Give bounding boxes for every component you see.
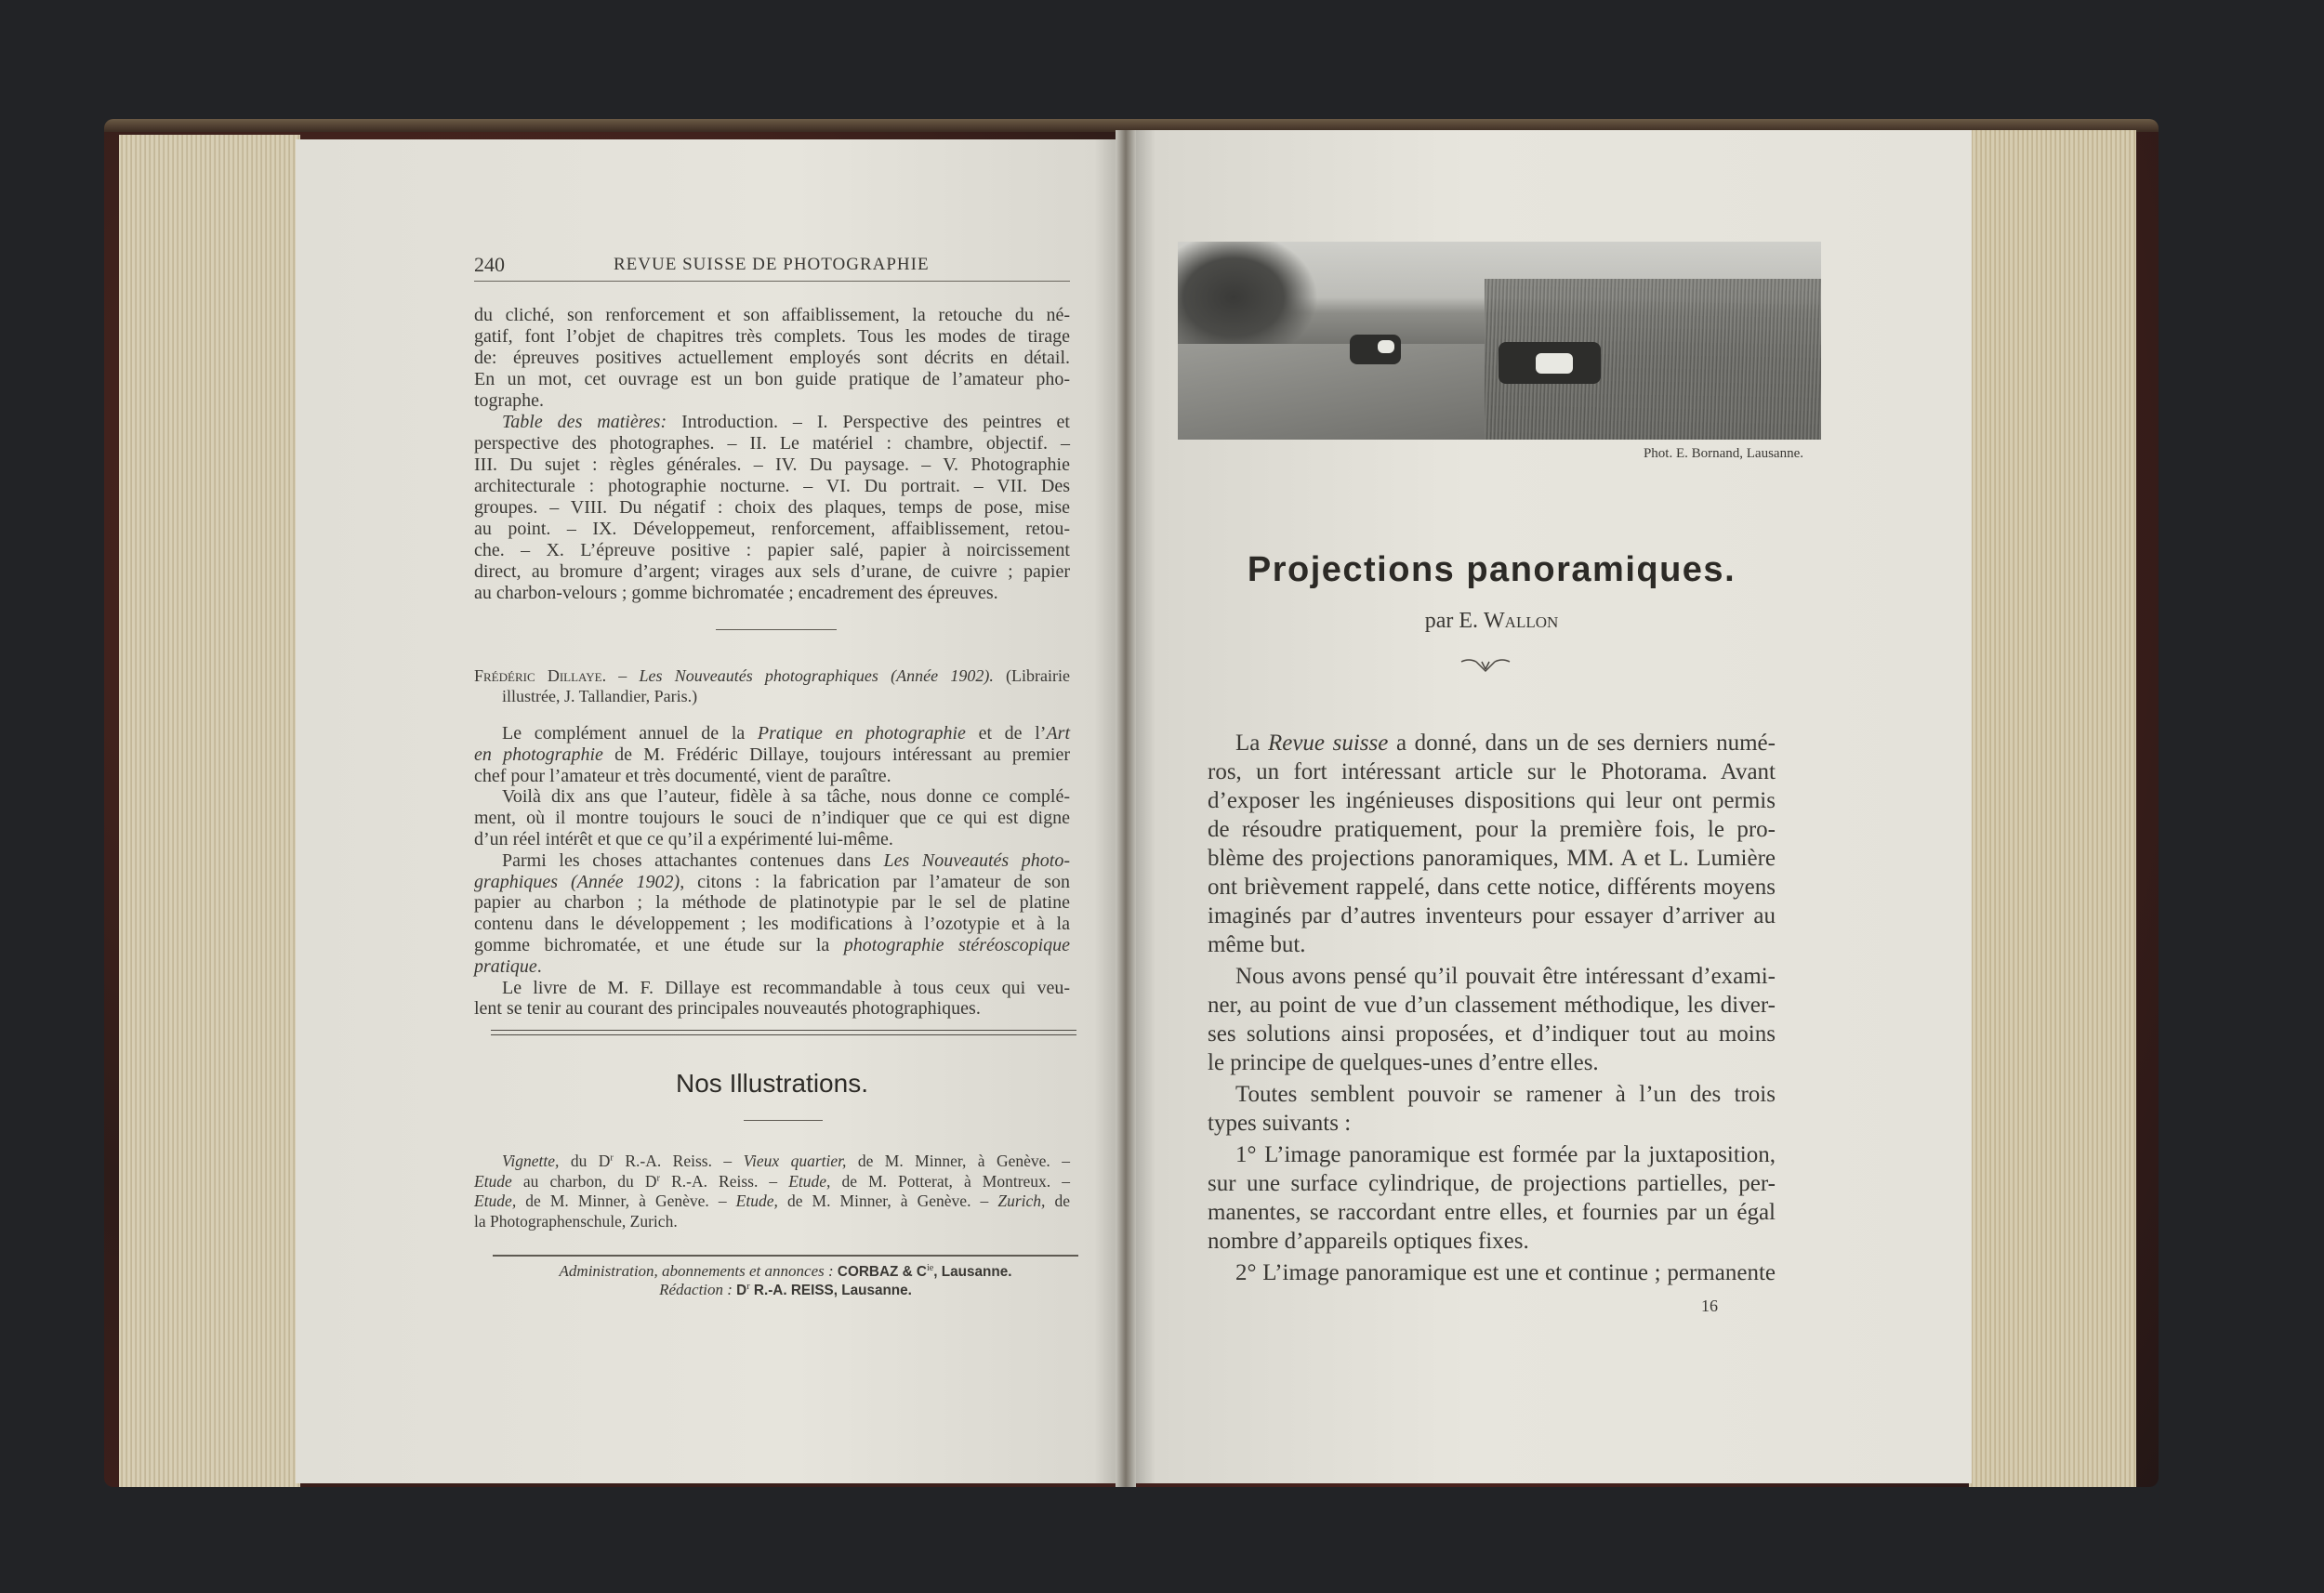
imprint-footer [493,1262,1078,1299]
text-run: de M. Frédéric Dillaye, toujours intéressant au premier [602,744,1071,765]
italic-run: pratique [474,955,537,977]
text-run: En un mot, cet ouvrage est un bon guide pratique de l’amateur pho- [474,369,1070,389]
text-run: lent se tenir au courant des principales nouveautés photographiques. [474,998,981,1020]
text-line [474,723,1070,744]
text-run: ses solutions ainsi proposées, et d’indiquer tout au moins [1208,1021,1776,1047]
text-run: imaginés par d’autres inventeurs pour essayer d’arriver au [1208,903,1776,928]
byline-author: Wallon [1484,609,1559,633]
text-line [1208,1198,1776,1227]
cow-figure [1499,342,1601,384]
paragraph [474,1152,1070,1231]
text-run: R.-A. Reiss. – [660,1171,789,1191]
footer-rule [493,1255,1078,1257]
landscape-photo-cows [1178,242,1821,440]
italic-run: Etude, [788,1171,831,1191]
title-divider [744,1120,823,1121]
italic-run: Administration, abonnements et annonces : [559,1262,834,1280]
italic-run: Zurich, [997,1191,1046,1210]
illustrations-list [474,1152,1070,1231]
text-line [493,1262,1078,1281]
text-line [1208,902,1776,930]
text-run: papier au charbon ; la méthode de platinotypie par le sel de platine [474,892,1070,914]
superscript: ie [926,1262,934,1273]
italic-run: Vignette, [502,1152,560,1170]
text-line [1208,1109,1776,1138]
text-run: R.-A. Reiss. – [613,1152,744,1170]
page-edges-left [119,135,300,1487]
photo-path [1178,344,1485,440]
text-line [1208,815,1776,844]
text-run: de M. Minner, à Genève. – [516,1191,736,1210]
text-run: de: épreuves positives actuellement employés sont décrits en détail. [474,348,1070,368]
italic-run: en photographie [474,744,603,765]
bold-run: , Lausanne. [933,1264,1012,1280]
double-rule [491,1030,1076,1035]
article-title: Projections panoramiques. [1247,550,1736,589]
text-line [474,686,1070,706]
text-line [1208,1080,1776,1109]
text-line [474,914,1070,935]
text-run: direct, au bromure d’argent; virages aux sels d’urane, de cuivre ; papier [474,561,1070,582]
text-run: de résoudre pratiquement, pour la première fois, le pro- [1208,817,1776,842]
italic-run: Les Nouveautés photographiques (Année 1902). [639,666,994,685]
text-run: blème des projections panoramiques, MM. A et L. Lumière [1208,846,1776,871]
text-run: du D [559,1152,611,1170]
text-line [474,519,1070,540]
text-run: contenu dans le développement ; les modifications à l’ozotypie et à la [474,914,1070,935]
page-edges-right [1969,130,2136,1487]
text-run: Introduction. – I. Perspective des peintres et [667,412,1070,432]
paragraph [474,412,1070,604]
text-line [1208,1227,1776,1256]
italic-run: Revue suisse [1267,731,1389,756]
text-run: de M. Minner, à Genève. – [777,1191,998,1210]
text-run: le principe de quelques-unes d’entre elles. [1208,1050,1599,1075]
book-citation [474,665,1070,706]
text-run: ont brièvement rappelé, dans cette notice, différents moyens [1208,875,1776,900]
text-run: 2° L’image panoramique est une et continue ; permanente [1235,1260,1776,1285]
paragraph [1208,729,1776,959]
text-line [474,583,1070,604]
superscript: r [656,1173,660,1184]
superscript: r [746,1281,750,1292]
text-line [474,872,1070,893]
text-run: Le complément annuel de la [502,723,758,744]
article-byline [1208,609,1776,634]
text-line [474,1172,1070,1192]
section-divider [716,629,837,630]
text-run: gomme bichromatée, et une étude sur la [474,934,844,955]
text-line [1208,757,1776,786]
text-line [474,561,1070,583]
paragraph [1208,1080,1776,1138]
italic-run: Art [1046,723,1071,744]
text-line [474,326,1070,348]
text-run: illustrée, J. Tallandier, Paris.) [502,687,698,705]
text-run: d’exposer les ingénieuses dispositions qui leur ont permis [1208,788,1776,813]
bold-run: D [732,1283,747,1298]
italic-run: Etude [474,1171,512,1191]
text-run: ros, un fort intéressant article sur le Photorama. Avant [1208,759,1776,784]
byline-prefix: par E. [1424,609,1485,633]
italic-run: photographie stéréoscopique [843,934,1070,955]
text-run: 1° L’image panoramique est formée par la juxtaposition, [1235,1142,1776,1167]
text-line [474,786,1070,808]
text-line [1208,962,1776,991]
text-line [1208,1020,1776,1048]
dillaye-review [474,723,1070,1020]
running-header [474,253,1070,282]
text-run: de [1045,1191,1070,1210]
text-line [474,978,1070,999]
text-run: gatif, font l’objet de chapitres très complets. Tous les modes de tirage [474,326,1070,347]
bold-run: R.-A. REISS, Lausanne. [749,1283,912,1298]
italic-run: Pratique en photographie [757,723,966,744]
text-line [474,476,1070,497]
text-run: au charbon-velours ; gomme bichromatée ; encadrement des épreuves. [474,583,998,603]
text-line [1208,930,1776,959]
text-run: (Librairie [993,666,1071,685]
page-number: 240 [474,253,505,276]
text-line [1208,991,1776,1020]
text-run: – [606,666,640,685]
text-line [474,892,1070,914]
text-run: Voilà dix ans que l’auteur, fidèle à sa tâche, nous donne ce complé- [502,786,1070,808]
text-line [474,850,1070,872]
text-run: a donné, dans un de ses derniers numé- [1388,731,1776,756]
paragraph [474,850,1070,978]
text-run: architecturale : photographie nocturne. – VI. Du portrait. – VII. Des [474,476,1070,496]
text-line [474,454,1070,476]
text-line [1208,729,1776,757]
italic-run: Vieux quartier, [743,1152,847,1170]
text-run: ner, au point de vue d’un classement méthodique, les diver- [1208,993,1776,1018]
italic-run: Etude, [735,1191,778,1210]
text-run: , citons : la fabrication par l’amateur de son [680,871,1071,892]
text-line [474,348,1070,369]
text-run: perspective des photographes. – II. Le matériel : chambre, objectif. – [474,433,1070,454]
text-run: tographe. [474,390,544,411]
text-line [474,829,1070,850]
paragraph [474,305,1070,412]
paragraph [474,723,1070,786]
bold-run: CORBAZ & C [833,1264,927,1280]
text-run: . [536,955,542,977]
text-run: chef pour l’amateur et très documenté, vient de paraître. [474,765,891,786]
text-run: III. Du sujet : règles générales. – IV. Du paysage. – V. Photographie [474,454,1070,475]
italic-run: Rédaction : [659,1281,733,1298]
text-line [474,1152,1070,1172]
paragraph [474,978,1070,1020]
text-run: ment, où il montre toujours le souci de n’indiquer que ce qui est digne [474,808,1070,829]
text-line [474,497,1070,519]
text-line [493,1281,1078,1299]
text-run: La [1235,731,1268,756]
photo-credit: Phot. E. Bornand, Lausanne. [1643,446,1803,461]
text-line [1208,1169,1776,1198]
superscript: r [610,1152,614,1164]
text-run: au charbon, du D [511,1171,657,1191]
running-head: REVUE SUISSE DE PHOTOGRAPHIE [614,255,930,274]
text-line [474,998,1070,1020]
text-line [474,665,1070,686]
text-line [474,433,1070,454]
text-run: groupes. – VIII. Du négatif : choix des plaques, temps de pose, mise [474,497,1070,518]
text-line [474,412,1070,433]
text-line [474,369,1070,390]
text-run: et de l’ [965,723,1047,744]
text-run: manentes, se raccordant entre elles, et fournies par un égal [1208,1200,1776,1225]
text-line [474,305,1070,326]
italic-run: Etude, [474,1191,517,1210]
paragraph [1208,1258,1776,1287]
text-run: Toutes semblent pouvoir se ramener à l’un des trois [1235,1082,1776,1107]
text-run: sur une surface cylindrique, de projections partielles, per- [1208,1171,1776,1196]
text-run: la Photographenschule, Zurich. [474,1211,678,1231]
text-line [1208,1140,1776,1169]
italic-run: Table des matières: [502,412,667,432]
text-line [474,766,1070,787]
text-run: Nous avons pensé qu’il pouvait être intéressant d’exami- [1235,964,1776,989]
text-run: Le livre de M. F. Dillaye est recommandable à tous ceux qui veu- [502,977,1070,998]
small-caps-run: Frédéric Dillaye. [474,666,607,685]
page-number-right: 16 [1701,1297,1718,1315]
paragraph [474,786,1070,849]
review-text [474,305,1070,604]
illustrations-title: Nos Illustrations. [676,1069,868,1098]
text-line [474,956,1070,978]
ornament-icon [1458,656,1513,675]
text-line [474,935,1070,956]
text-run: che. – X. L’épreuve positive : papier salé, papier à noircissement [474,540,1070,560]
text-run: au point. – IX. Développemeut, renforcement, affaiblissement, retou- [474,519,1070,539]
article-body [1208,729,1776,1290]
text-run: d’un réel intérêt et que ce qu’il a expérimenté lui-même. [474,828,893,849]
text-run: types suivants : [1208,1111,1352,1136]
text-line [1208,873,1776,902]
text-line [474,744,1070,766]
italic-run: Les Nouveautés photo- [883,849,1071,871]
text-line [1208,1048,1776,1077]
cow-figure [1350,335,1401,364]
text-run: Parmi les choses attachantes contenues dans [502,849,884,871]
book-gutter [1116,130,1136,1487]
text-run: de M. Minner, à Genève. – [846,1152,1070,1170]
text-line [474,808,1070,829]
paragraph [1208,962,1776,1077]
italic-run: graphiques (Année 1902) [474,871,680,892]
text-line [474,1212,1070,1232]
text-line [474,1191,1070,1212]
text-run: nombre d’appareils optiques fixes. [1208,1229,1529,1254]
text-line [1208,844,1776,873]
text-line [474,540,1070,561]
text-run: de M. Potterat, à Montreux. – [830,1171,1070,1191]
text-line [1208,1258,1776,1287]
text-run: du cliché, son renforcement et son affaiblissement, la retouche du né- [474,305,1070,325]
text-line [1208,786,1776,815]
text-line [474,390,1070,412]
paragraph [1208,1140,1776,1256]
text-run: même but. [1208,932,1306,957]
